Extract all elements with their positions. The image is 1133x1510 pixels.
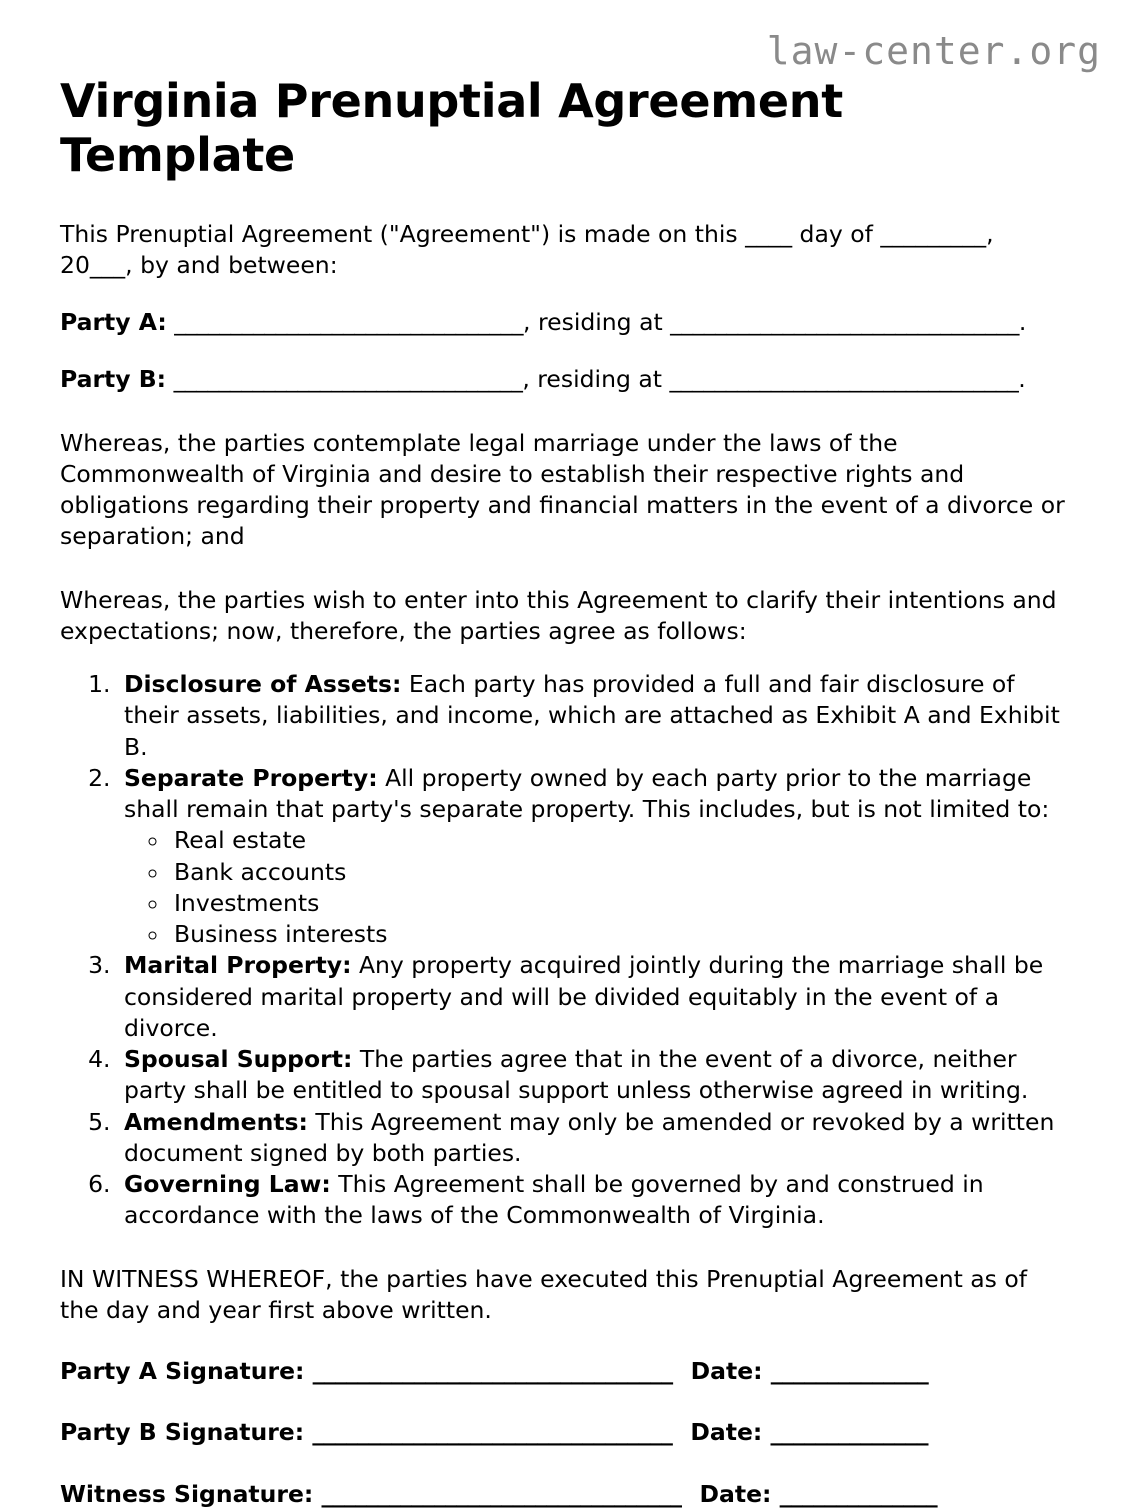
party-b-signature-label: Party B Signature: (60, 1418, 305, 1447)
page-title: Virginia Prenuptial Agreement Template (60, 74, 843, 183)
party-a-label: Party A: (60, 308, 167, 337)
site-watermark: law-center.org (766, 29, 1101, 73)
clause-item (118, 1169, 1072, 1232)
recital-paragraph-1: Whereas, the parties contemplate legal marriage under the laws of the Commonwealth of Virginia and desire to establish their respective rights and obligations regarding their property and financial matters in the event of a divorce or separation; and (60, 428, 1065, 551)
party-a-name-blank: _______________________________ (174, 308, 524, 337)
clause-text: Any property acquired jointly during the marriage shall be considered marital property and will be divided equitably in the event of a divorce. (124, 951, 1044, 1042)
document-content (60, 0, 1072, 1510)
clause-sub-item: ◦ Business interests (170, 919, 1072, 950)
party-a-signature-line (60, 1326, 1072, 1387)
clause-term: Governing Law: (124, 1170, 331, 1199)
party-a-signature-blank: ________________________________ (312, 1357, 673, 1386)
clause-sub-list (124, 825, 1072, 950)
clause-text: Each party has provided a full and fair disclosure of their assets, liabilities, and income, which are attached as Exhibit A and Exhibit B. (124, 670, 1060, 761)
party-a-date-label: Date: (690, 1357, 763, 1386)
clause-text: This Agreement shall be governed by and construed in accordance with the laws of the Commonwealth of Virginia. (124, 1170, 984, 1230)
clause-term: Marital Property: (124, 951, 352, 980)
party-a-line (60, 281, 1072, 338)
party-b-date-blank: ______________ (770, 1418, 928, 1447)
witness-date-blank: ______________ (779, 1479, 938, 1508)
clause-sub-item: ◦ Investments (170, 888, 1072, 919)
clause-sub-item: ◦ Real estate (170, 825, 1072, 856)
intro-paragraph: This Prenuptial Agreement ("Agreement") is made on this ____ day of _________, 20___, by and between: (60, 219, 994, 279)
party-b-line (60, 338, 1072, 395)
clause-item (118, 950, 1072, 1044)
clause-text: The parties agree that in the event of a divorce, neither party shall be entitled to spousal support unless otherwise agreed in writing. (124, 1045, 1029, 1105)
clause-term: Amendments: (124, 1107, 308, 1136)
party-a-period: . (1018, 308, 1027, 337)
witness-clause-paragraph: IN WITNESS WHEREOF, the parties have executed this Prenuptial Agreement as of the day and year first above written. (60, 1264, 1028, 1324)
party-b-label: Party B: (60, 365, 167, 394)
clause-item (118, 669, 1072, 763)
party-b-date-label: Date: (690, 1418, 763, 1447)
clause-item (118, 763, 1072, 951)
party-a-signature-label: Party A Signature: (60, 1357, 305, 1386)
party-b-signature-line (60, 1387, 1072, 1448)
party-a-residing-text: , residing at (523, 308, 671, 337)
party-a-date-blank: ______________ (770, 1357, 929, 1386)
witness-signature-blank: ________________________________ (321, 1479, 682, 1508)
clause-sub-item: ◦ Bank accounts (170, 857, 1072, 888)
party-b-name-blank: _______________________________ (173, 365, 523, 394)
party-b-address-blank: _______________________________ (669, 365, 1019, 394)
witness-date-label: Date: (699, 1479, 772, 1508)
clause-list (60, 647, 1072, 1232)
party-b-signature-blank: ________________________________ (312, 1418, 673, 1447)
party-a-address-blank: _______________________________ (670, 308, 1019, 337)
clause-text: All property owned by each party prior to the marriage shall remain that party's separate property. This includes, but is not limited to: (124, 763, 1050, 824)
clause-item (118, 1044, 1072, 1107)
party-b-residing-text: , residing at (522, 365, 670, 394)
clause-item (118, 1107, 1072, 1170)
witness-signature-label: Witness Signature: (60, 1479, 314, 1508)
clause-text: This Agreement may only be amended or revoked by a written document signed by both parties. (124, 1107, 1055, 1167)
witness-signature-line (60, 1449, 1072, 1510)
clause-term: Disclosure of Assets: (124, 670, 402, 699)
clause-term: Spousal Support: (124, 1045, 353, 1074)
recital-paragraph-2: Whereas, the parties wish to enter into this Agreement to clarify their intentions and expectations; now, therefore, the parties agree as follows: (60, 585, 1057, 645)
party-b-period: . (1018, 365, 1026, 394)
clause-term: Separate Property: (124, 763, 378, 792)
